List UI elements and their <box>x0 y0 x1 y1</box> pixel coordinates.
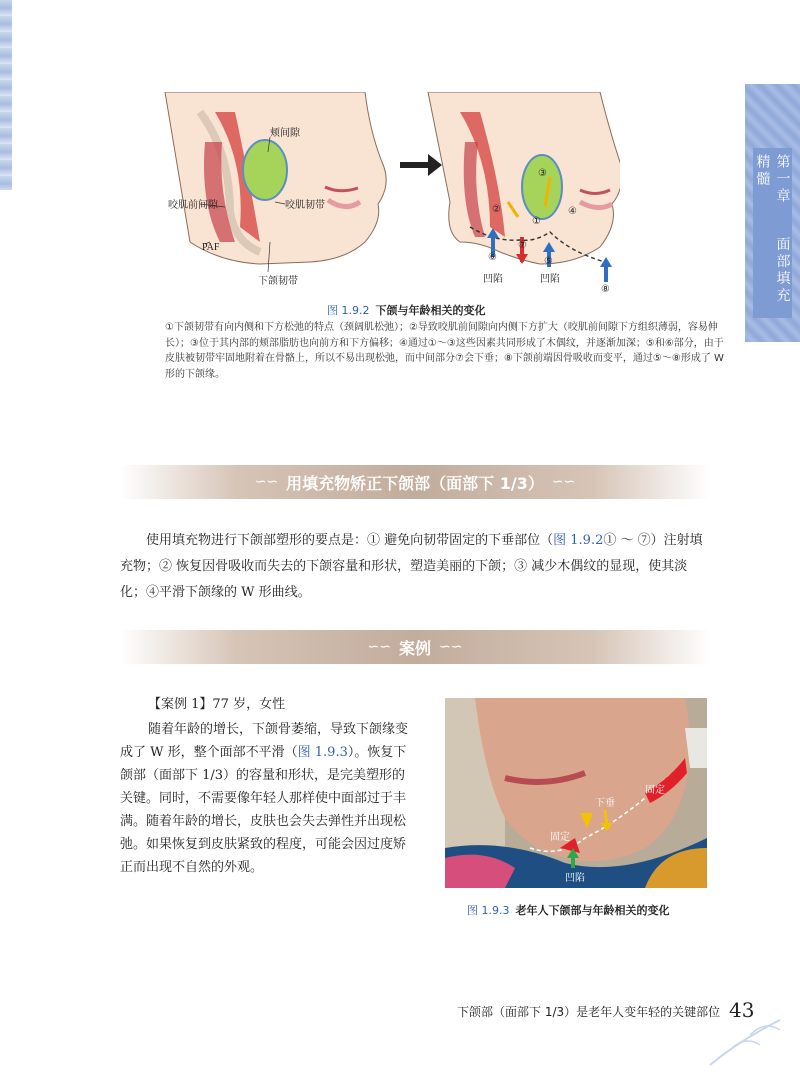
photo-label-depression: 凹陷 <box>565 873 585 884</box>
page-number: 43 <box>729 998 755 1022</box>
photo-label-fixed-left: 固定 <box>550 832 570 843</box>
figure-1-9-3-caption <box>467 902 670 918</box>
section-banner-correct-jaw: ∽∽ 用填充物矫正下颌部（面部下 1/3） ∽∽ <box>120 465 710 499</box>
figure-1-9-3-title: 老年人下颌部与年龄相关的变化 <box>515 904 670 917</box>
case-1-paragraph: 随着年龄的增长，下颌骨萎缩，导致下颌缘变成了 W 形，整个面部不平滑（图 1.9.3）。恢复下颌部（面部下 1/3）的容量和形状，是完美塑形的关键。同时，不需要像年轻人那样使中面部过于丰满。随着年龄的增长，皮肤也会失去弹性并出现松弛。如果恢复到皮肤紧致的程度，可能会因过度矫正而出现不自然的外观。 <box>120 722 409 875</box>
marker-2: ② <box>492 204 501 215</box>
figure-1-9-3-number: 图 1.9.3 <box>467 904 510 917</box>
aged-jaw-panel <box>428 92 620 282</box>
label-premasseter-space: 咬肌前间隙 <box>168 200 218 211</box>
figure-ref-1-9-2[interactable]: 图 1.9.2 <box>553 533 604 548</box>
chapter-number: 第一章 <box>774 154 791 205</box>
running-footer-title: 下颌部（面部下 1/3）是老年人变年轻的关键部位 <box>457 1005 721 1019</box>
figure-ref-1-9-3[interactable]: 图 1.9.3 <box>297 745 348 760</box>
photo-label-fixed-right: 固定 <box>645 785 665 796</box>
section-paragraph-jaw: 使用填充物进行下颌部塑形的要点是：① 避免向韧带固定的下垂部位（图 1.9.2① ～ ⑦）注射填充物；② 恢复因骨吸收而失去的下颌容量和形状，塑造美丽的下颌；③ 减少木偶纹的显现，使其淡化；④平滑下颌缘的 W 形曲线。 <box>120 533 703 600</box>
figure-1-9-2-number: 图 1.9.2 <box>327 304 370 317</box>
label-depression-right: 凹陷 <box>540 274 560 285</box>
chapter-side-tab-label-box <box>753 148 792 318</box>
figure-1-9-2-illustration <box>160 92 620 297</box>
left-border-ornament <box>0 0 12 190</box>
marker-3: ③ <box>538 168 547 179</box>
section-title-cases: 案例 <box>398 638 431 658</box>
label-depression-left: 凹陷 <box>483 274 503 285</box>
figure-1-9-2-title: 下颌与年龄相关的变化 <box>375 304 486 317</box>
marker-1: ① <box>532 216 541 227</box>
marker-4: ④ <box>568 206 577 217</box>
section-title-correct-jaw: 用填充物矫正下颌部（面部下 1/3） <box>286 473 544 493</box>
marker-7: ⑦ <box>518 240 527 251</box>
case-1-label: 【案例 1】77 岁，女性 <box>148 697 286 712</box>
figure-1-9-2-note: ①下颌韧带有向内侧和下方松弛的特点（颈阔肌松弛）；②导致咬肌前间隙向内侧下方扩大（咬肌前间隙下方组织薄弱，容易伸长）；③位于其内部的颊部脂肪也向前方和下方偏移；④通过①～③这些因素共同形成了木偶纹，并逐渐加深；⑤和⑥部分，由于皮肤被韧带牢固地附着在骨骼上，所以不易出现松弛，而中间部分⑦会下垂；⑧下颌前端因骨吸收而变平，通过⑤～⑧形成了 W 形的下颌缘。 <box>165 322 724 380</box>
section-banner-cases: ∽∽ 案例 ∽∽ <box>120 630 710 664</box>
young-jaw-panel <box>165 92 386 272</box>
chapter-title: 面部填充精髓 <box>754 154 791 305</box>
label-paf: PAF <box>202 242 220 253</box>
label-buccal-space: 颊间隙 <box>270 128 300 139</box>
marker-6: ⑥ <box>488 252 497 263</box>
marker-5: ⑤ <box>544 256 553 267</box>
label-masseteric-ligament: 咬肌韧带 <box>285 200 325 211</box>
figure-1-9-2-caption <box>327 302 486 318</box>
marker-8: ⑧ <box>601 284 610 295</box>
chapter-side-tab <box>745 84 800 342</box>
label-mandibular-ligament: 下颌韧带 <box>258 276 298 287</box>
photo-label-sagging: 下垂 <box>595 798 615 809</box>
figure-1-9-3-photo <box>445 698 707 888</box>
transition-arrow-icon <box>400 154 442 176</box>
